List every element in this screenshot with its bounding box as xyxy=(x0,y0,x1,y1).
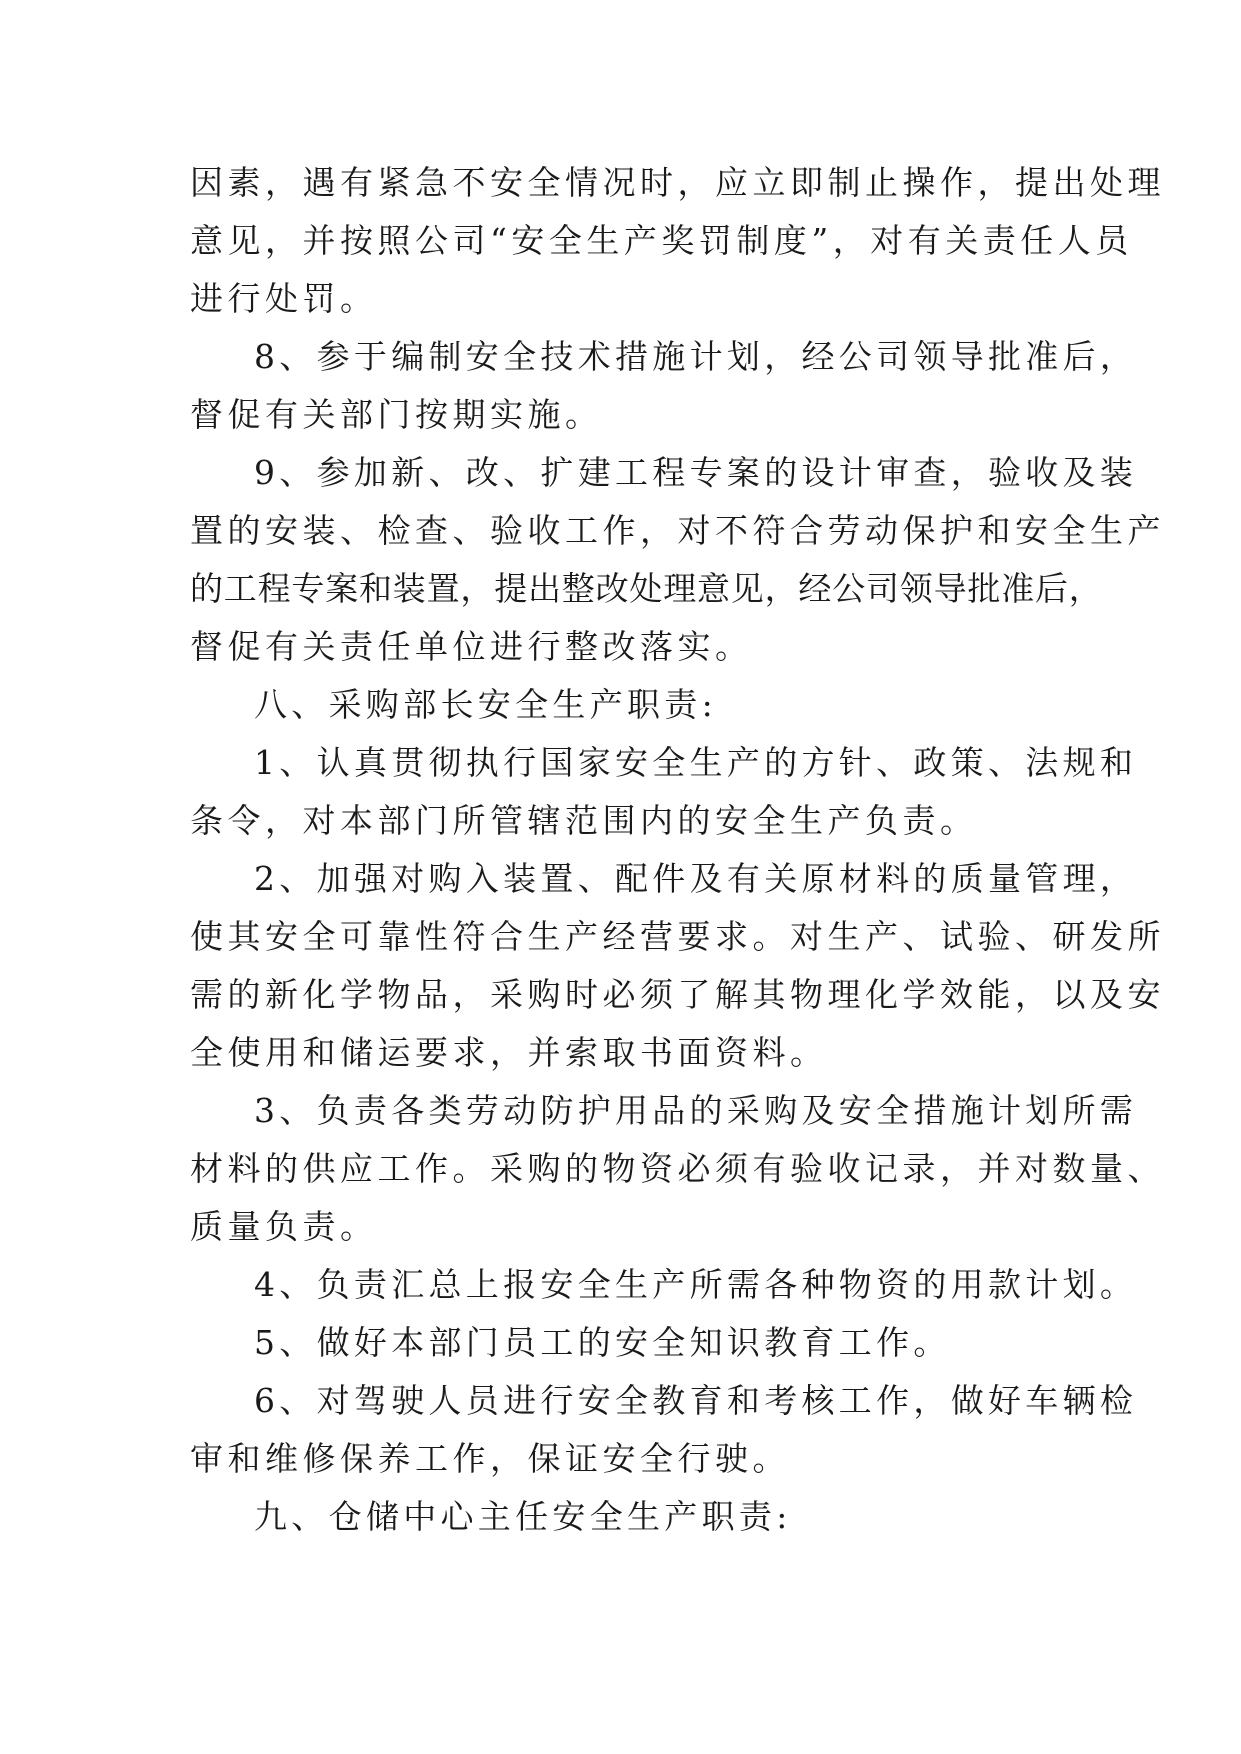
text-line: 8、参于编制安全技术措施计划，经公司领导批准后， xyxy=(254,337,1138,376)
text-line: 6、对驾驶人员进行安全教育和考核工作，做好车辆检 xyxy=(254,1381,1138,1420)
text-line: 1、认真贯彻执行国家安全生产的方针、政策、法规和 xyxy=(254,743,1138,782)
text-line: 3、负责各类劳动防护用品的采购及安全措施计划所需 xyxy=(254,1091,1138,1130)
text-line: 质量负责。 xyxy=(190,1207,378,1246)
text-line: 审和维修保养工作，保证安全行驶。 xyxy=(190,1439,790,1478)
section-heading: 八、采购部长安全生产职责: xyxy=(254,685,718,724)
text-line: 因素，遇有紧急不安全情况时，应立即制止操作，提出处理 xyxy=(190,163,1165,202)
text-line: 2、加强对购入装置、配件及有关原材料的质量管理， xyxy=(254,859,1138,898)
text-line: 督促有关责任单位进行整改落实。 xyxy=(190,627,753,666)
text-line: 9、参加新、改、扩建工程专案的设计审查，验收及装 xyxy=(254,453,1138,492)
text-line: 全使用和储运要求，并索取书面资料。 xyxy=(190,1033,828,1072)
text-line: 需的新化学物品，采购时必须了解其物理化学效能，以及安 xyxy=(190,975,1165,1014)
text-line: 使其安全可靠性符合生产经营要求。对生产、试验、研发所 xyxy=(190,917,1165,956)
text-line: 进行处罚。 xyxy=(190,279,378,318)
text-line: 条令，对本部门所管辖范围内的安全生产负责。 xyxy=(190,801,978,840)
text-line: 4、负责汇总上报安全生产所需各种物资的用款计划。 xyxy=(254,1265,1138,1304)
section-heading: 九、仓储中心主任安全生产职责: xyxy=(254,1497,792,1536)
text-line: 材料的供应工作。采购的物资必须有验收记录，并对数量、 xyxy=(190,1149,1165,1188)
text-line: 的工程专案和装置，提出整改处理意见，经公司领导批准后， xyxy=(190,569,1103,608)
text-line: 意见，并按照公司“安全生产奖罚制度”，对有关责任人员 xyxy=(190,221,1133,260)
text-line: 置的安装、检查、验收工作，对不符合劳动保护和安全生产 xyxy=(190,511,1165,550)
text-line: 5、做好本部门员工的安全知识教育工作。 xyxy=(254,1323,951,1362)
text-line: 督促有关部门按期实施。 xyxy=(190,395,603,434)
